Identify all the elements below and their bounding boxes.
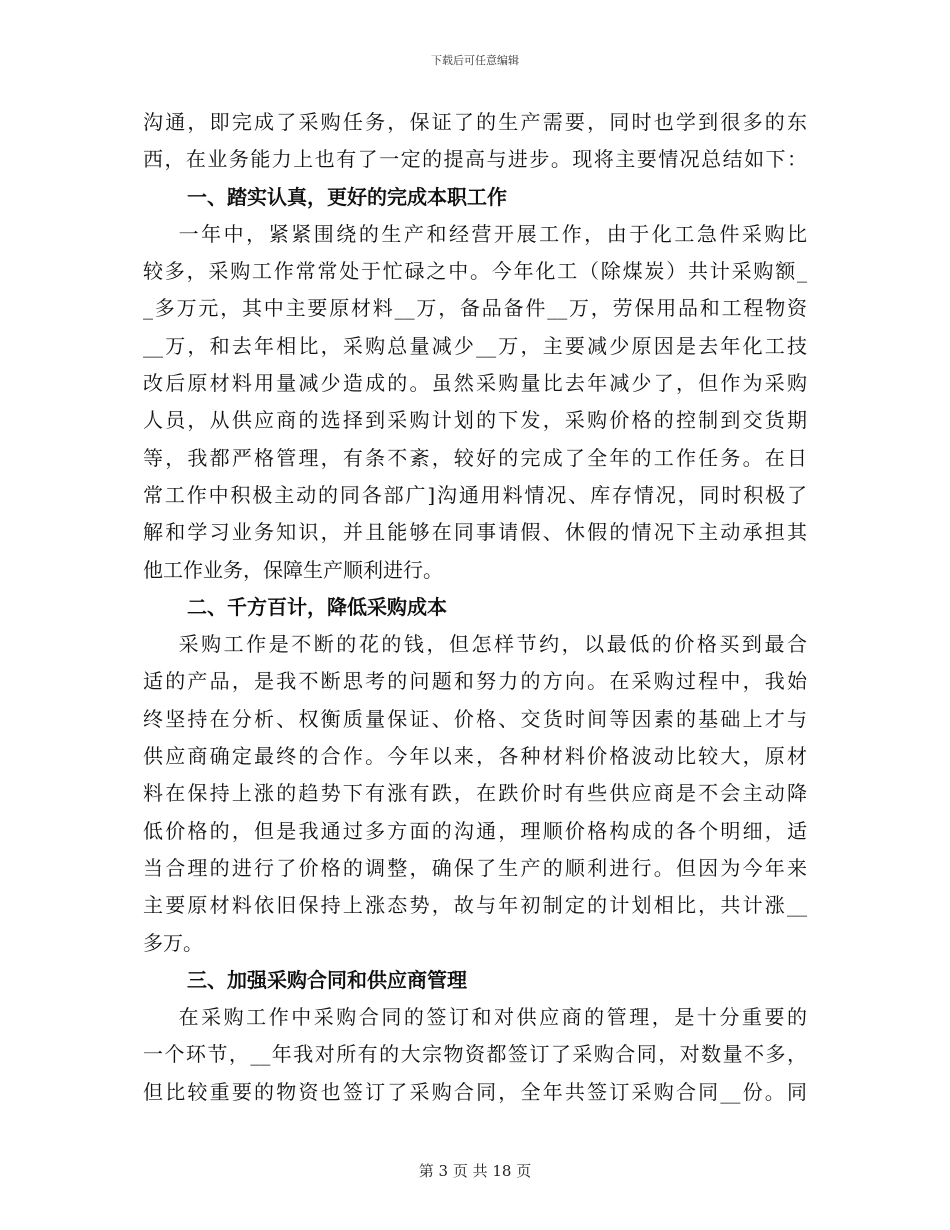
body-text-line: 终坚持在分析、权衡质量保证、价格、交货时间等因素的基础上才与 — [143, 706, 807, 731]
body-text-line: 一年中，紧紧围绕的生产和经营开展工作，由于化工急件采购比 — [143, 221, 807, 246]
body-text-line: 等，我都严格管理，有条不紊，较好的完成了全年的工作任务。在日 — [143, 445, 807, 470]
body-text-line: 当合理的进行了价格的调整，确保了生产的顺利进行。但因为今年来 — [143, 855, 807, 880]
section-heading: 一、踏实认真，更好的完成本职工作 — [187, 184, 507, 209]
body-text-line: 他工作业务，保障生产顺利进行。 — [143, 557, 443, 582]
body-text-line: 较多，采购工作常常处于忙碌之中。今年化工（除煤炭）共计采购额_ — [143, 259, 807, 284]
body-text-line: 在采购工作中采购合同的签订和对供应商的管理，是十分重要的 — [143, 1005, 807, 1030]
body-text-line: 西，在业务能力上也有了一定的提高与进步。现将主要情况总结如下： — [143, 147, 807, 172]
body-text-line: 改后原材料用量减少造成的。虽然采购量比去年减少了，但作为采购 — [143, 371, 807, 396]
body-text-line: 常工作中积极主动的同各部广]沟通用料情况、库存情况，同时积极了 — [143, 482, 807, 507]
body-text-line: 一个环节，__年我对所有的大宗物资都签订了采购合同，对数量不多， — [143, 1042, 807, 1067]
body-text-line: 解和学习业务知识，并且能够在同事请假、休假的情况下主动承担其 — [143, 520, 807, 545]
body-text-line: 采购工作是不断的花的钱，但怎样节约，以最低的价格买到最合 — [143, 632, 807, 657]
body-text-line: 但比较重要的物资也签订了采购合同，全年共签订采购合同__份。同 — [143, 1079, 807, 1104]
body-text-line: 低价格的，但是我通过多方面的沟通，理顺价格构成的各个明细，适 — [143, 818, 807, 843]
body-text-line: 多万。 — [143, 930, 203, 955]
document-body — [143, 104, 807, 1111]
page-header: 下载后可任意编辑 — [431, 54, 519, 67]
body-text-line: 人员，从供应商的选择到采购计划的下发，采购价格的控制到交货期 — [143, 408, 807, 433]
section-heading: 二、千方百计，降低采购成本 — [187, 594, 447, 619]
section-heading: 三、加强采购合同和供应商管理 — [187, 967, 467, 992]
page-footer: 第 3 页 共 18 页 — [418, 1162, 532, 1180]
body-text-line: 沟通，即完成了采购任务，保证了的生产需要，同时也学到很多的东 — [143, 110, 807, 134]
body-text-line: __万，和去年相比，采购总量减少__万，主要减少原因是去年化工技 — [143, 333, 807, 358]
body-text-line: 适的产品，是我不断思考的问题和努力的方向。在采购过程中，我始 — [143, 669, 807, 694]
body-text-line: 主要原材料依旧保持上涨态势，故与年初制定的计划相比，共计涨__ — [143, 893, 807, 918]
body-text-line: 供应商确定最终的合作。今年以来，各种材料价格波动比较大，原材 — [143, 744, 807, 769]
body-text-line: 料在保持上涨的趋势下有涨有跌，在跌价时有些供应商是不会主动降 — [143, 781, 807, 806]
body-text-line: _多万元，其中主要原材料__万，备品备件__万，劳保用品和工程物资 — [143, 296, 807, 321]
